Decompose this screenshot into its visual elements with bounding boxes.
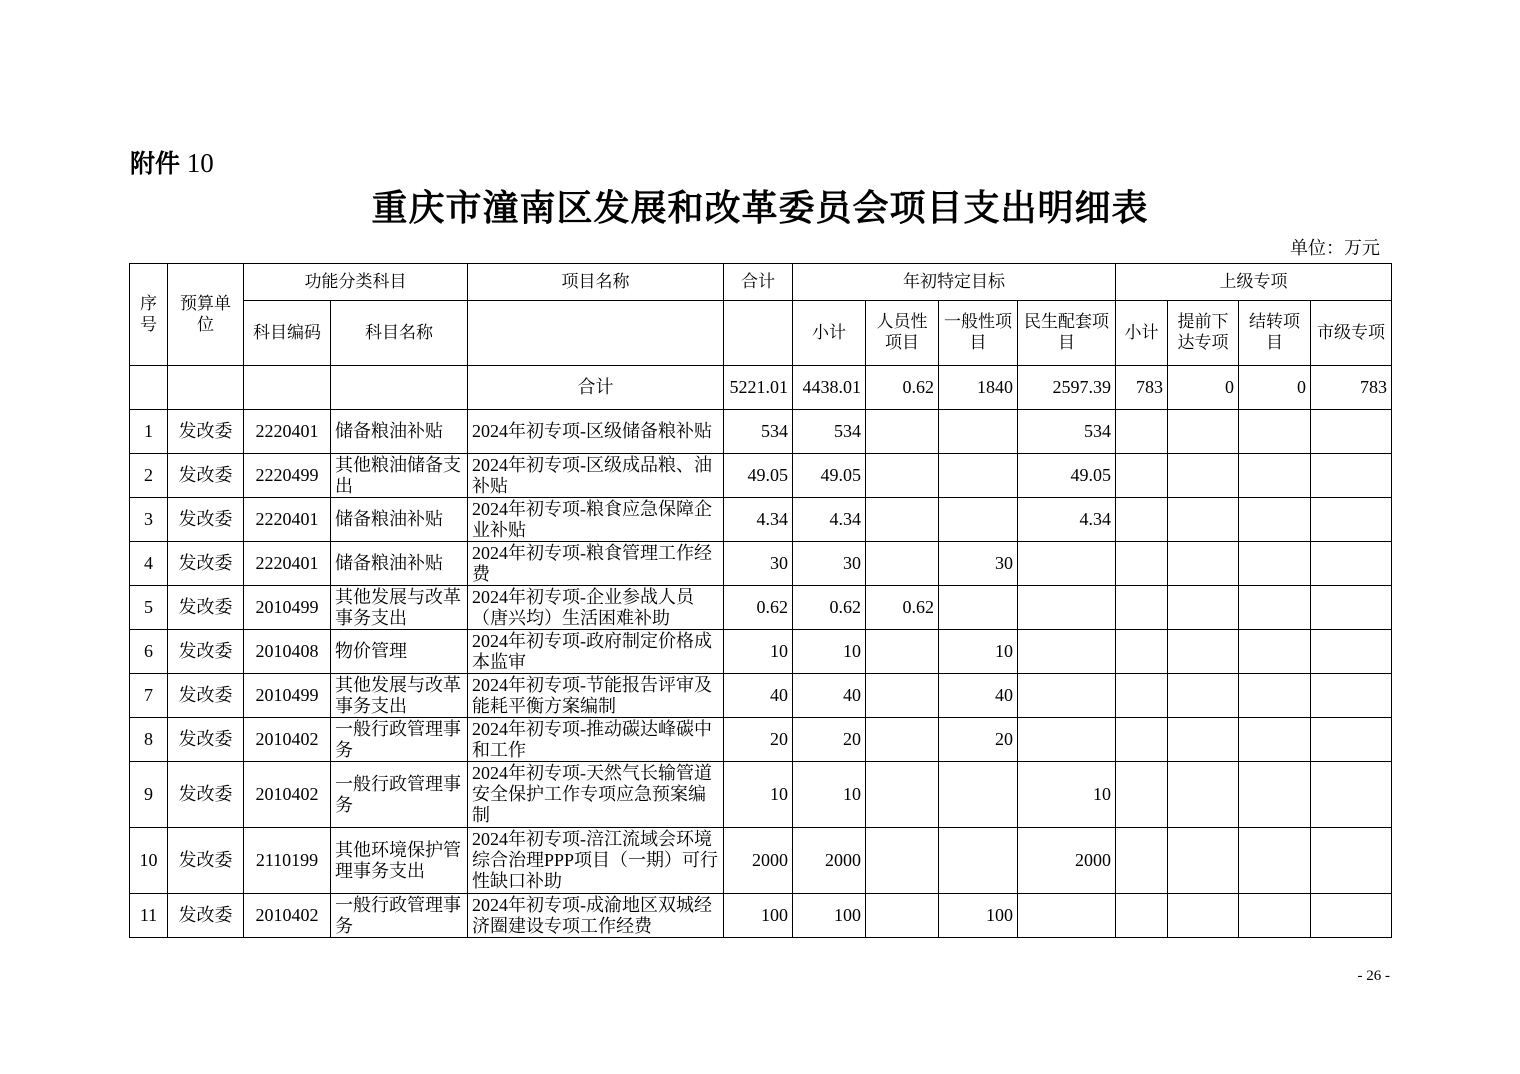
cell-code: 2220499 [244, 454, 331, 498]
cell-unit: 发改委 [168, 410, 244, 454]
cell-project: 2024年初专项-粮食管理工作经费 [468, 542, 724, 586]
total-carryover: 0 [1239, 366, 1311, 410]
header-carryover: 结转项目 [1239, 301, 1311, 366]
cell-general [939, 586, 1018, 630]
cell-seq: 1 [130, 410, 168, 454]
cell-code: 2220401 [244, 410, 331, 454]
cell-name: 一般行政管理事务 [331, 894, 468, 938]
cell-seq: 6 [130, 630, 168, 674]
cell-livelihood [1018, 894, 1116, 938]
header-superior: 上级专项 [1116, 264, 1392, 301]
cell-livelihood [1018, 542, 1116, 586]
cell-name: 储备粮油补贴 [331, 542, 468, 586]
table-row [130, 828, 1392, 894]
cell-name: 一般行政管理事务 [331, 762, 468, 828]
cell-name: 其他发展与改革事务支出 [331, 586, 468, 630]
cell-personnel [866, 630, 939, 674]
cell-empty [1168, 718, 1239, 762]
cell-empty [1116, 718, 1168, 762]
cell-init-subtotal: 100 [793, 894, 866, 938]
cell-livelihood [1018, 630, 1116, 674]
cell-empty [1168, 674, 1239, 718]
cell-seq: 2 [130, 454, 168, 498]
header-initial-target: 年初特定目标 [793, 264, 1116, 301]
cell-name: 物价管理 [331, 630, 468, 674]
cell-empty [1311, 454, 1392, 498]
total-advance: 0 [1168, 366, 1239, 410]
cell-empty [1116, 410, 1168, 454]
cell-livelihood: 2000 [1018, 828, 1116, 894]
cell-empty [1239, 762, 1311, 828]
total-personnel: 0.62 [866, 366, 939, 410]
header-init-subtotal: 小计 [793, 301, 866, 366]
cell-personnel [866, 542, 939, 586]
cell-project: 2024年初专项-区级储备粮补贴 [468, 410, 724, 454]
attachment-number: 10 [186, 148, 214, 178]
cell-seq: 4 [130, 542, 168, 586]
header-general: 一般性项目 [939, 301, 1018, 366]
cell-total: 20 [724, 718, 793, 762]
cell-code: 2220401 [244, 498, 331, 542]
cell-project: 2024年初专项-成渝地区双城经济圈建设专项工作经费 [468, 894, 724, 938]
cell-init-subtotal: 10 [793, 762, 866, 828]
cell-general [939, 762, 1018, 828]
cell-init-subtotal: 0.62 [793, 586, 866, 630]
header-subject-name: 科目名称 [331, 301, 468, 366]
cell-empty [1311, 718, 1392, 762]
cell-name: 一般行政管理事务 [331, 718, 468, 762]
header-personnel: 人员性项目 [866, 301, 939, 366]
cell-empty [1168, 828, 1239, 894]
cell-name: 其他发展与改革事务支出 [331, 674, 468, 718]
cell-total: 4.34 [724, 498, 793, 542]
table-row [130, 542, 1392, 586]
cell-empty [1116, 630, 1168, 674]
cell-general: 100 [939, 894, 1018, 938]
cell-empty [1168, 454, 1239, 498]
header-project-name-blank [468, 301, 724, 366]
header-project-name: 项目名称 [468, 264, 724, 301]
table-row [130, 894, 1392, 938]
table-row [130, 674, 1392, 718]
cell-code: 2010408 [244, 630, 331, 674]
cell-total: 100 [724, 894, 793, 938]
cell-init-subtotal: 20 [793, 718, 866, 762]
cell-project: 2024年初专项-涪江流域会环境综合治理PPP项目（一期）可行性缺口补助 [468, 828, 724, 894]
cell-empty [1116, 542, 1168, 586]
cell-seq: 5 [130, 586, 168, 630]
data-rows [130, 410, 1392, 938]
cell-total: 2000 [724, 828, 793, 894]
cell-init-subtotal: 4.34 [793, 498, 866, 542]
cell-empty [1239, 894, 1311, 938]
cell-empty [1239, 674, 1311, 718]
cell-livelihood: 49.05 [1018, 454, 1116, 498]
unit-label: 单位：万元 [1290, 238, 1380, 258]
cell-general: 10 [939, 630, 1018, 674]
total-sup-subtotal: 783 [1116, 366, 1168, 410]
cell-unit: 发改委 [168, 718, 244, 762]
table-row [130, 762, 1392, 828]
cell-empty [1116, 454, 1168, 498]
cell-seq: 3 [130, 498, 168, 542]
table-row [130, 630, 1392, 674]
cell-empty [1239, 718, 1311, 762]
cell-code: 2010499 [244, 586, 331, 630]
cell-personnel [866, 828, 939, 894]
cell-empty [1239, 630, 1311, 674]
cell-seq: 11 [130, 894, 168, 938]
cell-unit: 发改委 [168, 674, 244, 718]
header-func-class: 功能分类科目 [244, 264, 468, 301]
cell-empty [1116, 762, 1168, 828]
cell-name: 储备粮油补贴 [331, 498, 468, 542]
cell-empty [1311, 410, 1392, 454]
cell-personnel [866, 454, 939, 498]
header-sup-subtotal: 小计 [1116, 301, 1168, 366]
header-subject-code: 科目编码 [244, 301, 331, 366]
cell-empty [1311, 762, 1392, 828]
total-livelihood: 2597.39 [1018, 366, 1116, 410]
cell-livelihood: 534 [1018, 410, 1116, 454]
cell-empty [1168, 410, 1239, 454]
cell-code: 2110199 [244, 828, 331, 894]
cell-empty [1116, 586, 1168, 630]
total-init-subtotal: 4438.01 [793, 366, 866, 410]
table-row [130, 454, 1392, 498]
cell-personnel [866, 718, 939, 762]
cell-general: 40 [939, 674, 1018, 718]
page-number: - 26 - [1357, 968, 1390, 984]
cell-total: 49.05 [724, 454, 793, 498]
header-advance: 提前下达专项 [1168, 301, 1239, 366]
cell-project: 2024年初专项-区级成品粮、油补贴 [468, 454, 724, 498]
cell-personnel [866, 894, 939, 938]
cell-seq: 9 [130, 762, 168, 828]
table-row [130, 586, 1392, 630]
header-seq: 序号 [130, 264, 168, 366]
total-total: 5221.01 [724, 366, 793, 410]
cell-init-subtotal: 40 [793, 674, 866, 718]
total-row [130, 366, 1392, 410]
cell-personnel [866, 674, 939, 718]
cell-name: 其他粮油储备支出 [331, 454, 468, 498]
expenditure-table [129, 263, 1392, 938]
cell-total: 0.62 [724, 586, 793, 630]
cell-livelihood [1018, 586, 1116, 630]
cell-personnel [866, 410, 939, 454]
cell-general: 30 [939, 542, 1018, 586]
total-label: 合计 [468, 366, 724, 410]
cell-code: 2010499 [244, 674, 331, 718]
cell-livelihood [1018, 718, 1116, 762]
cell-empty [1116, 498, 1168, 542]
header-total: 合计 [724, 264, 793, 301]
cell-name: 其他环境保护管理事务支出 [331, 828, 468, 894]
cell-code: 2010402 [244, 718, 331, 762]
cell-unit: 发改委 [168, 454, 244, 498]
cell-empty [1168, 894, 1239, 938]
cell-project: 2024年初专项-政府制定价格成本监审 [468, 630, 724, 674]
cell-seq: 7 [130, 674, 168, 718]
cell-livelihood: 4.34 [1018, 498, 1116, 542]
cell-init-subtotal: 2000 [793, 828, 866, 894]
page-title: 重庆市潼南区发展和改革委员会项目支出明细表 [371, 187, 1149, 229]
cell-total: 10 [724, 762, 793, 828]
cell-init-subtotal: 10 [793, 630, 866, 674]
table-row [130, 410, 1392, 454]
cell-project: 2024年初专项-节能报告评审及能耗平衡方案编制 [468, 674, 724, 718]
cell-empty [1116, 828, 1168, 894]
header-livelihood: 民生配套项目 [1018, 301, 1116, 366]
cell-empty [1116, 674, 1168, 718]
header-city: 市级专项 [1311, 301, 1392, 366]
cell-project: 2024年初专项-企业参战人员（唐兴均）生活困难补助 [468, 586, 724, 630]
cell-code: 2010402 [244, 894, 331, 938]
cell-general: 20 [939, 718, 1018, 762]
cell-general [939, 410, 1018, 454]
cell-empty [1311, 498, 1392, 542]
cell-empty [1311, 828, 1392, 894]
cell-empty [1168, 498, 1239, 542]
cell-project: 2024年初专项-粮食应急保障企业补贴 [468, 498, 724, 542]
cell-empty [1239, 498, 1311, 542]
header-budget-unit: 预算单位 [168, 264, 244, 366]
cell-project: 2024年初专项-天然气长输管道安全保护工作专项应急预案编制 [468, 762, 724, 828]
cell-empty [1311, 674, 1392, 718]
cell-empty [1311, 630, 1392, 674]
cell-general [939, 828, 1018, 894]
cell-unit: 发改委 [168, 586, 244, 630]
cell-empty [1239, 542, 1311, 586]
cell-unit: 发改委 [168, 828, 244, 894]
cell-name: 储备粮油补贴 [331, 410, 468, 454]
attachment-label [130, 144, 214, 180]
cell-personnel [866, 762, 939, 828]
cell-empty [1311, 894, 1392, 938]
cell-init-subtotal: 49.05 [793, 454, 866, 498]
cell-code: 2010402 [244, 762, 331, 828]
cell-empty [1239, 828, 1311, 894]
cell-init-subtotal: 534 [793, 410, 866, 454]
header-total-blank [724, 301, 793, 366]
cell-init-subtotal: 30 [793, 542, 866, 586]
cell-empty [1239, 454, 1311, 498]
cell-empty [1168, 586, 1239, 630]
cell-empty [1311, 586, 1392, 630]
cell-unit: 发改委 [168, 762, 244, 828]
total-general: 1840 [939, 366, 1018, 410]
cell-seq: 8 [130, 718, 168, 762]
total-city: 783 [1311, 366, 1392, 410]
cell-general [939, 498, 1018, 542]
cell-empty [1239, 586, 1311, 630]
table-row [130, 498, 1392, 542]
cell-personnel: 0.62 [866, 586, 939, 630]
cell-livelihood: 10 [1018, 762, 1116, 828]
table-row [130, 718, 1392, 762]
cell-total: 534 [724, 410, 793, 454]
cell-total: 30 [724, 542, 793, 586]
cell-livelihood [1018, 674, 1116, 718]
cell-code: 2220401 [244, 542, 331, 586]
cell-empty [1311, 542, 1392, 586]
cell-total: 40 [724, 674, 793, 718]
cell-empty [1168, 542, 1239, 586]
cell-total: 10 [724, 630, 793, 674]
attachment-word: 附件 [130, 149, 181, 178]
cell-empty [1239, 410, 1311, 454]
cell-unit: 发改委 [168, 498, 244, 542]
cell-personnel [866, 498, 939, 542]
cell-empty [1168, 762, 1239, 828]
cell-seq: 10 [130, 828, 168, 894]
cell-unit: 发改委 [168, 542, 244, 586]
cell-unit: 发改委 [168, 630, 244, 674]
cell-empty [1116, 894, 1168, 938]
cell-project: 2024年初专项-推动碳达峰碳中和工作 [468, 718, 724, 762]
cell-empty [1168, 630, 1239, 674]
cell-unit: 发改委 [168, 894, 244, 938]
cell-general [939, 454, 1018, 498]
